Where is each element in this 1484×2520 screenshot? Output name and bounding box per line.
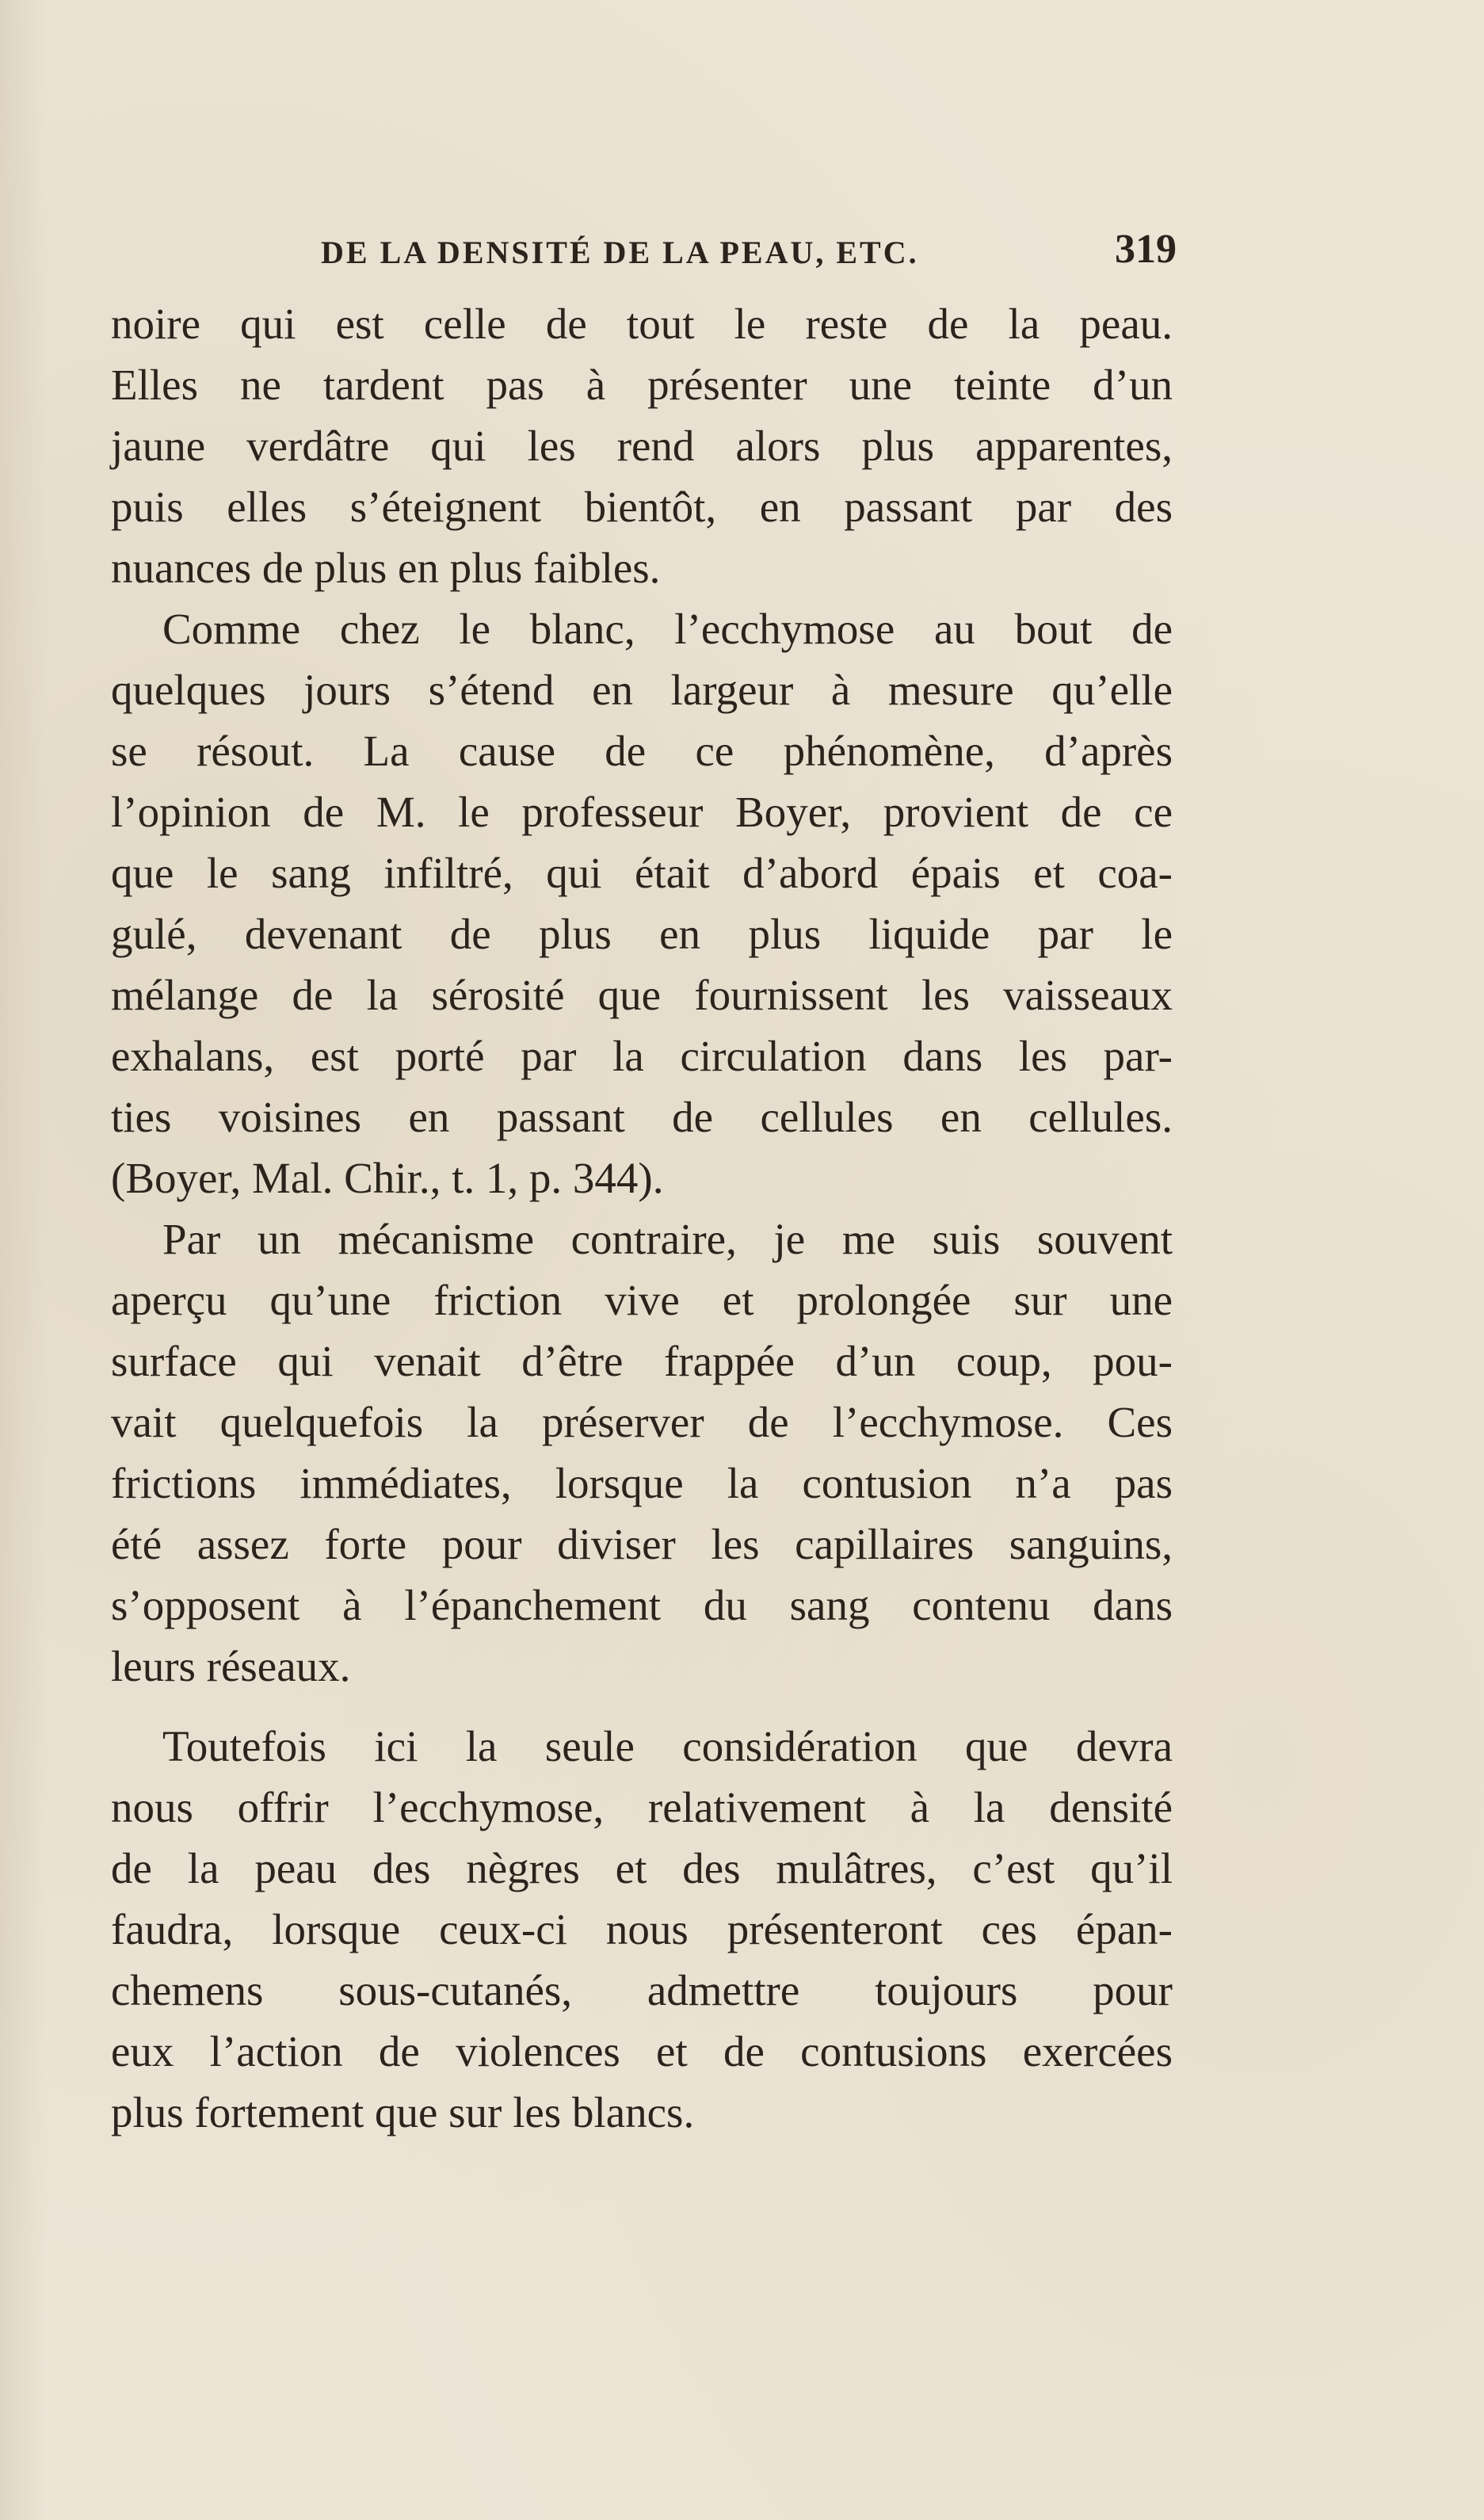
paragraph-1 (111, 293, 1173, 598)
text-line: Comme chez le blanc, l’ecchymose au bout de (162, 605, 1173, 653)
text-line: surface qui venait d’être frappée d’un coup, pou- (111, 1337, 1173, 1385)
text-line: nuances de plus en plus faibles. (111, 544, 661, 592)
text-line: de la peau des nègres et des mulâtres, c’est qu’il (111, 1844, 1173, 1892)
text-line: Par un mécanisme contraire, je me suis souvent (162, 1215, 1173, 1263)
text-line: leurs réseaux. (111, 1642, 351, 1690)
text-line: Elles ne tardent pas à présenter une teinte d’un (111, 361, 1173, 409)
text-line: eux l’action de violences et de contusions exercées (111, 2027, 1173, 2075)
text-line: ties voisines en passant de cellules en cellules. (111, 1093, 1173, 1141)
text-line: (Boyer, Mal. Chir., t. 1, p. 344). (111, 1154, 664, 1202)
page-number: 319 (1115, 227, 1177, 272)
text-line: exhalans, est porté par la circulation dans les par- (111, 1032, 1173, 1080)
paragraph-3 (111, 1208, 1173, 1697)
paragraph-4 (111, 1716, 1173, 2143)
text-line: été assez forte pour diviser les capillaires sanguins, (111, 1520, 1173, 1568)
text-line: mélange de la sérosité que fournissent les vaisseaux (111, 971, 1173, 1019)
running-head (321, 226, 1177, 281)
paragraph-gap (111, 1697, 1173, 1716)
text-line: frictions immédiates, lorsque la contusion n’a pas (111, 1459, 1173, 1507)
paragraph-2 (111, 598, 1173, 1208)
text-line: vait quelquefois la préserver de l’ecchymose. Ces (111, 1398, 1173, 1446)
running-title: DE LA DENSITÉ DE LA PEAU, ETC. (321, 235, 919, 270)
body-text (111, 293, 1173, 2143)
text-line: s’opposent à l’épanchement du sang contenu dans (111, 1581, 1173, 1629)
text-line: quelques jours s’étend en largeur à mesure qu’elle (111, 666, 1173, 714)
text-line: aperçu qu’une friction vive et prolongée sur une (111, 1276, 1173, 1324)
text-line: noire qui est celle de tout le reste de la peau. (111, 300, 1173, 348)
text-line: se résout. La cause de ce phénomène, d’après (111, 727, 1173, 775)
text-line: jaune verdâtre qui les rend alors plus apparentes, (111, 422, 1173, 470)
text-line: nous offrir l’ecchymose, relativement à la densité (111, 1783, 1173, 1831)
text-line: faudra, lorsque ceux-ci nous présenteront ces épan- (111, 1905, 1173, 1953)
text-line: l’opinion de M. le professeur Boyer, provient de ce (111, 788, 1173, 836)
text-line: Toutefois ici la seule considération que devra (162, 1722, 1173, 1770)
text-line: plus fortement que sur les blancs. (111, 2088, 695, 2136)
text-line: que le sang infiltré, qui était d’abord épais et coa- (111, 849, 1173, 897)
text-line: puis elles s’éteignent bientôt, en passant par des (111, 483, 1173, 531)
text-line: chemens sous-cutanés, admettre toujours pour (111, 1966, 1173, 2014)
text-line: gulé, devenant de plus en plus liquide par le (111, 910, 1173, 958)
